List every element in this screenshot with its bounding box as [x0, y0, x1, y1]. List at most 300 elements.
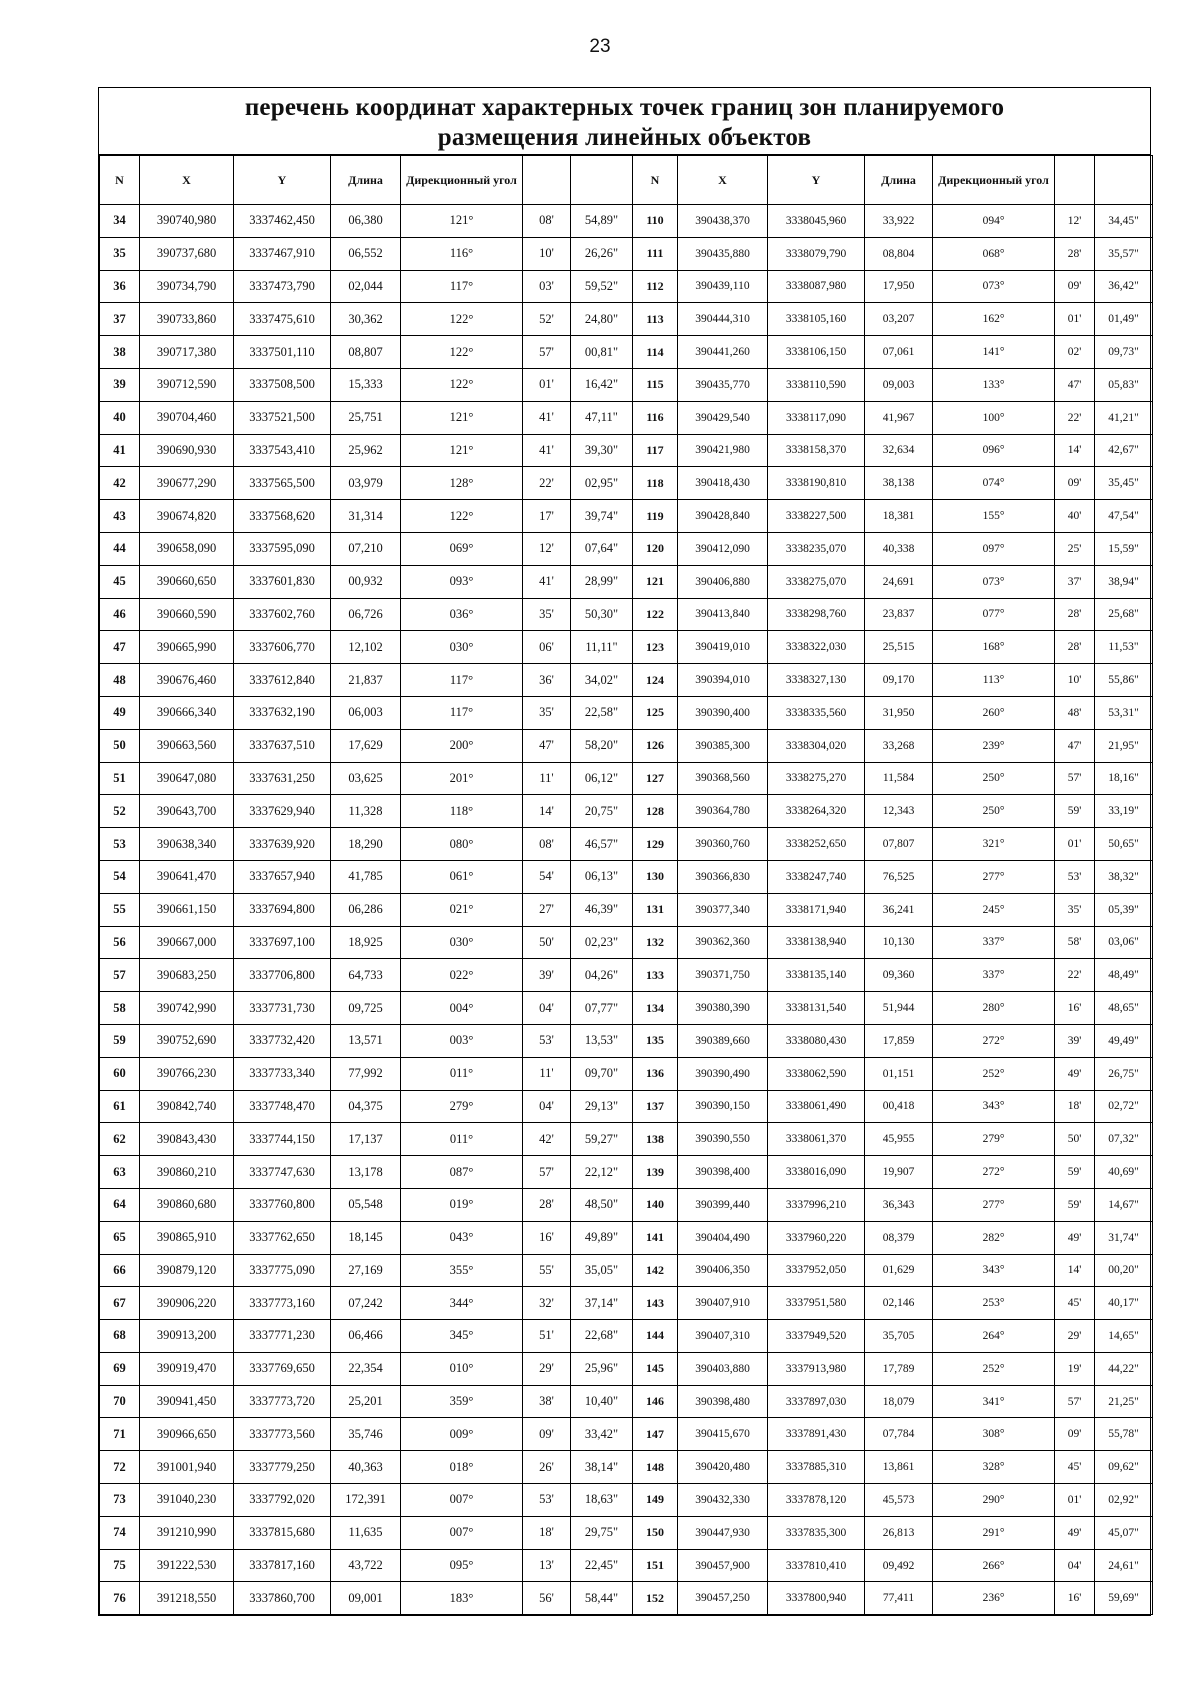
- left-length: 09,725: [331, 992, 401, 1025]
- left-angle-minutes: 26': [523, 1451, 571, 1484]
- right-x-coordinate: 390435,880: [678, 237, 768, 270]
- right-angle-minutes: 49': [1055, 1221, 1095, 1254]
- right-y-coordinate: 3338247,740: [768, 860, 865, 893]
- right-y-coordinate: 3338087,980: [768, 270, 865, 303]
- left-angle-seconds: 07,64": [571, 532, 633, 565]
- left-point-number: 71: [100, 1418, 140, 1451]
- left-angle-degrees: 117°: [401, 696, 523, 729]
- right-angle-degrees: 245°: [933, 893, 1055, 926]
- right-x-coordinate: 390420,480: [678, 1451, 768, 1484]
- left-y-coordinate: 3337732,420: [234, 1024, 331, 1057]
- right-angle-seconds: 31,74": [1095, 1221, 1153, 1254]
- left-length: 18,925: [331, 926, 401, 959]
- left-y-coordinate: 3337747,630: [234, 1156, 331, 1189]
- right-y-coordinate: 3338158,370: [768, 434, 865, 467]
- left-length: 03,979: [331, 467, 401, 500]
- page-number: 23: [589, 36, 611, 57]
- left-angle-degrees: 019°: [401, 1188, 523, 1221]
- left-angle-degrees: 080°: [401, 828, 523, 861]
- left-point-number: 40: [100, 401, 140, 434]
- right-length: 02,146: [865, 1287, 933, 1320]
- table-row: [100, 1254, 1153, 1287]
- table-row: [100, 1156, 1153, 1189]
- left-y-coordinate: 3337773,720: [234, 1385, 331, 1418]
- right-length: 09,003: [865, 368, 933, 401]
- right-angle-seconds: 09,73": [1095, 336, 1153, 369]
- left-angle-minutes: 27': [523, 893, 571, 926]
- right-y-coordinate: 3338135,140: [768, 959, 865, 992]
- right-angle-minutes: 04': [1055, 1549, 1095, 1582]
- left-y-coordinate: 3337706,800: [234, 959, 331, 992]
- left-angle-degrees: 128°: [401, 467, 523, 500]
- right-angle-seconds: 15,59": [1095, 532, 1153, 565]
- left-angle-minutes: 29': [523, 1352, 571, 1385]
- right-point-number: 129: [633, 828, 678, 861]
- left-point-number: 76: [100, 1582, 140, 1615]
- right-x-coordinate: 390398,480: [678, 1385, 768, 1418]
- right-y-coordinate: 3338235,070: [768, 532, 865, 565]
- left-angle-degrees: 116°: [401, 237, 523, 270]
- left-x-coordinate: 390919,470: [140, 1352, 234, 1385]
- left-angle-degrees: 003°: [401, 1024, 523, 1057]
- left-y-coordinate: 3337860,700: [234, 1582, 331, 1615]
- right-angle-minutes: 16': [1055, 992, 1095, 1025]
- left-angle-degrees: 030°: [401, 631, 523, 664]
- left-angle-degrees: 201°: [401, 762, 523, 795]
- right-point-number: 146: [633, 1385, 678, 1418]
- left-angle-degrees: 043°: [401, 1221, 523, 1254]
- left-angle-degrees: 095°: [401, 1549, 523, 1582]
- right-angle-degrees: 133°: [933, 368, 1055, 401]
- right-angle-seconds: 36,42": [1095, 270, 1153, 303]
- left-y-coordinate: 3337639,920: [234, 828, 331, 861]
- table-row: [100, 401, 1153, 434]
- right-y-coordinate: 3338106,150: [768, 336, 865, 369]
- left-length: 06,380: [331, 205, 401, 238]
- right-y-coordinate: 3338131,540: [768, 992, 865, 1025]
- right-angle-minutes: 45': [1055, 1287, 1095, 1320]
- right-angle-degrees: 096°: [933, 434, 1055, 467]
- right-y-coordinate: 3338045,960: [768, 205, 865, 238]
- right-x-coordinate: 390385,300: [678, 729, 768, 762]
- left-angle-seconds: 20,75": [571, 795, 633, 828]
- left-angle-degrees: 359°: [401, 1385, 523, 1418]
- left-x-coordinate: 390843,430: [140, 1123, 234, 1156]
- table-row: [100, 1123, 1153, 1156]
- left-x-coordinate: 390704,460: [140, 401, 234, 434]
- right-length: 13,861: [865, 1451, 933, 1484]
- left-angle-minutes: 14': [523, 795, 571, 828]
- right-angle-seconds: 33,19": [1095, 795, 1153, 828]
- right-y-coordinate: 3338304,020: [768, 729, 865, 762]
- right-y-coordinate: 3337960,220: [768, 1221, 865, 1254]
- right-angle-degrees: 168°: [933, 631, 1055, 664]
- left-point-number: 42: [100, 467, 140, 500]
- right-y-coordinate: 3338275,270: [768, 762, 865, 795]
- left-point-number: 53: [100, 828, 140, 861]
- left-y-coordinate: 3337601,830: [234, 565, 331, 598]
- left-length: 11,635: [331, 1516, 401, 1549]
- left-angle-degrees: 061°: [401, 860, 523, 893]
- right-y-coordinate: 3338264,320: [768, 795, 865, 828]
- table-row: [100, 1549, 1153, 1582]
- left-y-coordinate: 3337733,340: [234, 1057, 331, 1090]
- right-point-number: 139: [633, 1156, 678, 1189]
- right-point-number: 111: [633, 237, 678, 270]
- left-point-number: 59: [100, 1024, 140, 1057]
- right-angle-degrees: 291°: [933, 1516, 1055, 1549]
- header-x: X: [140, 156, 234, 205]
- right-angle-degrees: 279°: [933, 1123, 1055, 1156]
- left-angle-seconds: 34,02": [571, 664, 633, 697]
- right-x-coordinate: 390394,010: [678, 664, 768, 697]
- right-angle-degrees: 236°: [933, 1582, 1055, 1615]
- right-x-coordinate: 390413,840: [678, 598, 768, 631]
- left-angle-seconds: 48,50": [571, 1188, 633, 1221]
- table-body: [100, 205, 1153, 1615]
- left-x-coordinate: 390665,990: [140, 631, 234, 664]
- left-angle-minutes: 39': [523, 959, 571, 992]
- left-x-coordinate: 390766,230: [140, 1057, 234, 1090]
- left-y-coordinate: 3337612,840: [234, 664, 331, 697]
- right-length: 33,922: [865, 205, 933, 238]
- left-angle-seconds: 24,80": [571, 303, 633, 336]
- right-length: 45,573: [865, 1484, 933, 1517]
- table-row: [100, 762, 1153, 795]
- right-length: 00,418: [865, 1090, 933, 1123]
- right-length: 09,492: [865, 1549, 933, 1582]
- right-angle-degrees: 280°: [933, 992, 1055, 1025]
- left-angle-seconds: 11,11": [571, 631, 633, 664]
- left-x-coordinate: 390860,210: [140, 1156, 234, 1189]
- left-angle-degrees: 121°: [401, 401, 523, 434]
- table-row: [100, 828, 1153, 861]
- right-angle-degrees: 239°: [933, 729, 1055, 762]
- left-x-coordinate: 390683,250: [140, 959, 234, 992]
- coordinates-table: [99, 155, 1153, 1615]
- right-angle-degrees: 266°: [933, 1549, 1055, 1582]
- table-row: [100, 1484, 1153, 1517]
- left-angle-degrees: 117°: [401, 664, 523, 697]
- left-x-coordinate: 390906,220: [140, 1287, 234, 1320]
- table-row: [100, 926, 1153, 959]
- table-row: [100, 467, 1153, 500]
- left-angle-minutes: 06': [523, 631, 571, 664]
- left-point-number: 34: [100, 205, 140, 238]
- left-point-number: 51: [100, 762, 140, 795]
- right-length: 19,907: [865, 1156, 933, 1189]
- table-title: [99, 88, 1150, 155]
- left-angle-degrees: 121°: [401, 205, 523, 238]
- right-length: 18,381: [865, 500, 933, 533]
- left-angle-minutes: 47': [523, 729, 571, 762]
- right-angle-minutes: 22': [1055, 401, 1095, 434]
- right-x-coordinate: 390439,110: [678, 270, 768, 303]
- left-y-coordinate: 3337631,250: [234, 762, 331, 795]
- right-length: 31,950: [865, 696, 933, 729]
- left-angle-seconds: 29,75": [571, 1516, 633, 1549]
- left-angle-seconds: 33,42": [571, 1418, 633, 1451]
- right-point-number: 134: [633, 992, 678, 1025]
- left-angle-minutes: 51': [523, 1320, 571, 1353]
- left-y-coordinate: 3337521,500: [234, 401, 331, 434]
- right-angle-degrees: 260°: [933, 696, 1055, 729]
- left-angle-seconds: 26,26": [571, 237, 633, 270]
- right-length: 17,950: [865, 270, 933, 303]
- table-row: [100, 303, 1153, 336]
- left-length: 12,102: [331, 631, 401, 664]
- left-angle-seconds: 58,44": [571, 1582, 633, 1615]
- right-x-coordinate: 390447,930: [678, 1516, 768, 1549]
- left-angle-minutes: 57': [523, 1156, 571, 1189]
- right-length: 23,837: [865, 598, 933, 631]
- right-x-coordinate: 390438,370: [678, 205, 768, 238]
- left-angle-seconds: 59,52": [571, 270, 633, 303]
- right-angle-seconds: 59,69": [1095, 1582, 1153, 1615]
- left-angle-seconds: 59,27": [571, 1123, 633, 1156]
- right-x-coordinate: 390364,780: [678, 795, 768, 828]
- left-angle-seconds: 04,26": [571, 959, 633, 992]
- right-angle-seconds: 14,67": [1095, 1188, 1153, 1221]
- left-y-coordinate: 3337762,650: [234, 1221, 331, 1254]
- left-length: 00,932: [331, 565, 401, 598]
- right-angle-minutes: 58': [1055, 926, 1095, 959]
- left-angle-minutes: 28': [523, 1188, 571, 1221]
- right-angle-seconds: 34,45": [1095, 205, 1153, 238]
- right-y-coordinate: 3338105,160: [768, 303, 865, 336]
- right-length: 36,343: [865, 1188, 933, 1221]
- left-angle-degrees: 355°: [401, 1254, 523, 1287]
- right-length: 17,859: [865, 1024, 933, 1057]
- left-point-number: 36: [100, 270, 140, 303]
- right-y-coordinate: 3337891,430: [768, 1418, 865, 1451]
- left-point-number: 35: [100, 237, 140, 270]
- right-angle-minutes: 37': [1055, 565, 1095, 598]
- table-row: [100, 795, 1153, 828]
- right-angle-minutes: 09': [1055, 270, 1095, 303]
- right-angle-seconds: 44,22": [1095, 1352, 1153, 1385]
- right-angle-seconds: 49,49": [1095, 1024, 1153, 1057]
- left-point-number: 54: [100, 860, 140, 893]
- right-point-number: 128: [633, 795, 678, 828]
- right-angle-seconds: 48,65": [1095, 992, 1153, 1025]
- left-y-coordinate: 3337815,680: [234, 1516, 331, 1549]
- table-row: [100, 205, 1153, 238]
- right-y-coordinate: 3337835,300: [768, 1516, 865, 1549]
- left-y-coordinate: 3337508,500: [234, 368, 331, 401]
- left-angle-minutes: 18': [523, 1516, 571, 1549]
- right-angle-degrees: 308°: [933, 1418, 1055, 1451]
- left-length: 31,314: [331, 500, 401, 533]
- left-x-coordinate: 390712,590: [140, 368, 234, 401]
- right-angle-degrees: 141°: [933, 336, 1055, 369]
- right-y-coordinate: 3338335,560: [768, 696, 865, 729]
- left-angle-minutes: 41': [523, 434, 571, 467]
- right-y-coordinate: 3338171,940: [768, 893, 865, 926]
- right-angle-seconds: 01,49": [1095, 303, 1153, 336]
- header-x-right: X: [678, 156, 768, 205]
- left-x-coordinate: 390641,470: [140, 860, 234, 893]
- left-angle-seconds: 49,89": [571, 1221, 633, 1254]
- right-x-coordinate: 390432,330: [678, 1484, 768, 1517]
- right-length: 25,515: [865, 631, 933, 664]
- left-angle-minutes: 55': [523, 1254, 571, 1287]
- left-angle-seconds: 18,63": [571, 1484, 633, 1517]
- left-point-number: 43: [100, 500, 140, 533]
- left-angle-minutes: 42': [523, 1123, 571, 1156]
- right-point-number: 124: [633, 664, 678, 697]
- left-x-coordinate: 391001,940: [140, 1451, 234, 1484]
- right-y-coordinate: 3337897,030: [768, 1385, 865, 1418]
- right-x-coordinate: 390398,400: [678, 1156, 768, 1189]
- table-row: [100, 1221, 1153, 1254]
- left-angle-minutes: 11': [523, 762, 571, 795]
- left-angle-seconds: 13,53": [571, 1024, 633, 1057]
- right-angle-minutes: 48': [1055, 696, 1095, 729]
- right-point-number: 112: [633, 270, 678, 303]
- left-point-number: 74: [100, 1516, 140, 1549]
- left-y-coordinate: 3337694,800: [234, 893, 331, 926]
- right-length: 07,784: [865, 1418, 933, 1451]
- left-angle-seconds: 35,05": [571, 1254, 633, 1287]
- left-y-coordinate: 3337475,610: [234, 303, 331, 336]
- table-row: [100, 1418, 1153, 1451]
- left-y-coordinate: 3337473,790: [234, 270, 331, 303]
- left-angle-minutes: 53': [523, 1484, 571, 1517]
- left-point-number: 60: [100, 1057, 140, 1090]
- left-point-number: 66: [100, 1254, 140, 1287]
- left-angle-seconds: 37,14": [571, 1287, 633, 1320]
- right-y-coordinate: 3338252,650: [768, 828, 865, 861]
- left-point-number: 70: [100, 1385, 140, 1418]
- right-x-coordinate: 390389,660: [678, 1024, 768, 1057]
- left-length: 25,201: [331, 1385, 401, 1418]
- left-angle-minutes: 41': [523, 565, 571, 598]
- header-seconds-right: [1095, 156, 1153, 205]
- left-point-number: 56: [100, 926, 140, 959]
- right-angle-minutes: 28': [1055, 631, 1095, 664]
- right-x-coordinate: 390366,830: [678, 860, 768, 893]
- right-y-coordinate: 3337913,980: [768, 1352, 865, 1385]
- left-x-coordinate: 390913,200: [140, 1320, 234, 1353]
- table-row: [100, 1024, 1153, 1057]
- left-point-number: 45: [100, 565, 140, 598]
- right-y-coordinate: 3338079,790: [768, 237, 865, 270]
- right-point-number: 120: [633, 532, 678, 565]
- right-angle-seconds: 35,57": [1095, 237, 1153, 270]
- left-angle-degrees: 121°: [401, 434, 523, 467]
- right-x-coordinate: 390429,540: [678, 401, 768, 434]
- left-x-coordinate: 391040,230: [140, 1484, 234, 1517]
- right-point-number: 122: [633, 598, 678, 631]
- left-angle-seconds: 54,89": [571, 205, 633, 238]
- right-angle-minutes: 49': [1055, 1057, 1095, 1090]
- left-length: 17,629: [331, 729, 401, 762]
- right-angle-seconds: 38,94": [1095, 565, 1153, 598]
- right-angle-minutes: 01': [1055, 303, 1095, 336]
- right-angle-seconds: 24,61": [1095, 1549, 1153, 1582]
- right-angle-degrees: 328°: [933, 1451, 1055, 1484]
- right-angle-seconds: 03,06": [1095, 926, 1153, 959]
- right-angle-degrees: 077°: [933, 598, 1055, 631]
- left-y-coordinate: 3337775,090: [234, 1254, 331, 1287]
- left-angle-seconds: 47,11": [571, 401, 633, 434]
- right-angle-seconds: 25,68": [1095, 598, 1153, 631]
- left-angle-minutes: 35': [523, 696, 571, 729]
- left-length: 27,169: [331, 1254, 401, 1287]
- left-angle-degrees: 011°: [401, 1057, 523, 1090]
- left-angle-degrees: 183°: [401, 1582, 523, 1615]
- right-y-coordinate: 3338190,810: [768, 467, 865, 500]
- left-angle-minutes: 50': [523, 926, 571, 959]
- right-length: 08,379: [865, 1221, 933, 1254]
- right-angle-degrees: 250°: [933, 795, 1055, 828]
- right-angle-degrees: 272°: [933, 1024, 1055, 1057]
- right-y-coordinate: 3337996,210: [768, 1188, 865, 1221]
- right-x-coordinate: 390377,340: [678, 893, 768, 926]
- right-point-number: 137: [633, 1090, 678, 1123]
- left-x-coordinate: 390638,340: [140, 828, 234, 861]
- right-point-number: 133: [633, 959, 678, 992]
- header-length: Длина: [331, 156, 401, 205]
- left-y-coordinate: 3337771,230: [234, 1320, 331, 1353]
- table-row: [100, 729, 1153, 762]
- left-angle-degrees: 009°: [401, 1418, 523, 1451]
- right-point-number: 125: [633, 696, 678, 729]
- left-angle-degrees: 021°: [401, 893, 523, 926]
- left-angle-degrees: 344°: [401, 1287, 523, 1320]
- table-row: [100, 893, 1153, 926]
- left-y-coordinate: 3337697,100: [234, 926, 331, 959]
- right-angle-seconds: 09,62": [1095, 1451, 1153, 1484]
- right-angle-degrees: 252°: [933, 1057, 1055, 1090]
- right-y-coordinate: 3337810,410: [768, 1549, 865, 1582]
- left-point-number: 58: [100, 992, 140, 1025]
- left-length: 06,003: [331, 696, 401, 729]
- right-point-number: 148: [633, 1451, 678, 1484]
- right-y-coordinate: 3337952,050: [768, 1254, 865, 1287]
- right-angle-degrees: 272°: [933, 1156, 1055, 1189]
- right-angle-degrees: 252°: [933, 1352, 1055, 1385]
- left-angle-seconds: 28,99": [571, 565, 633, 598]
- right-x-coordinate: 390403,880: [678, 1352, 768, 1385]
- right-length: 32,634: [865, 434, 933, 467]
- table-row: [100, 368, 1153, 401]
- right-angle-minutes: 57': [1055, 762, 1095, 795]
- right-length: 12,343: [865, 795, 933, 828]
- table-row: [100, 992, 1153, 1025]
- right-x-coordinate: 390390,400: [678, 696, 768, 729]
- left-length: 05,548: [331, 1188, 401, 1221]
- right-angle-minutes: 59': [1055, 1156, 1095, 1189]
- title-line-1: перечень координат характерных точек границ зон планируемого: [244, 94, 1005, 121]
- left-angle-minutes: 11': [523, 1057, 571, 1090]
- left-y-coordinate: 3337748,470: [234, 1090, 331, 1123]
- right-angle-degrees: 321°: [933, 828, 1055, 861]
- left-x-coordinate: 390663,560: [140, 729, 234, 762]
- right-angle-minutes: 22': [1055, 959, 1095, 992]
- left-y-coordinate: 3337773,160: [234, 1287, 331, 1320]
- right-length: 01,629: [865, 1254, 933, 1287]
- left-point-number: 69: [100, 1352, 140, 1385]
- left-angle-seconds: 22,58": [571, 696, 633, 729]
- left-y-coordinate: 3337595,090: [234, 532, 331, 565]
- right-x-coordinate: 390444,310: [678, 303, 768, 336]
- left-angle-minutes: 38': [523, 1385, 571, 1418]
- right-angle-minutes: 19': [1055, 1352, 1095, 1385]
- right-angle-minutes: 59': [1055, 1188, 1095, 1221]
- left-angle-degrees: 122°: [401, 500, 523, 533]
